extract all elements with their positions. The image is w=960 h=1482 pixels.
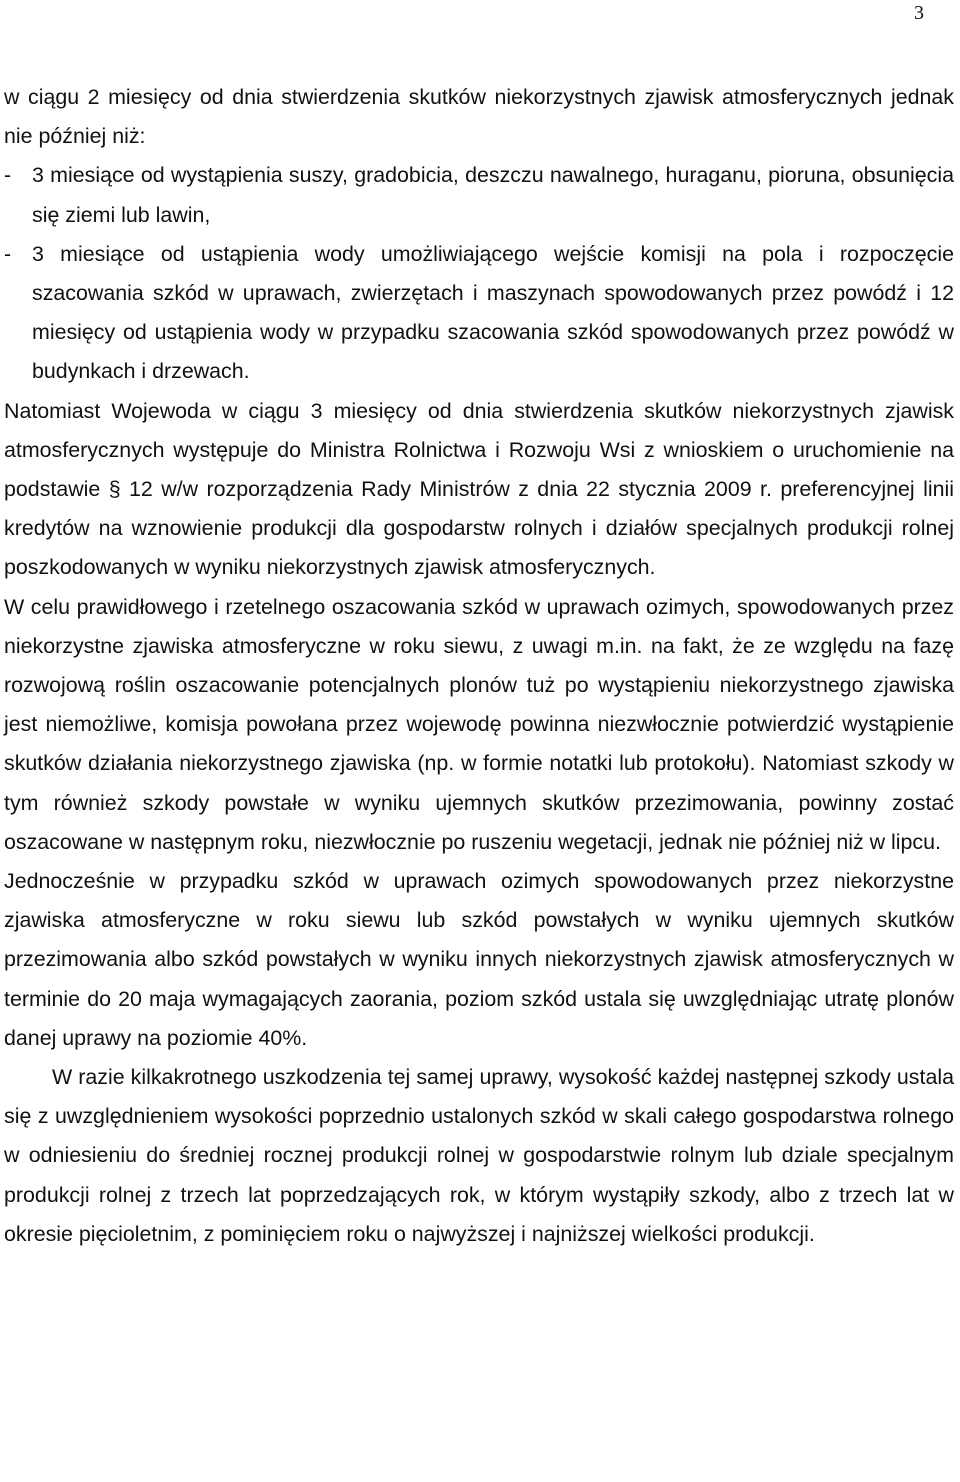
page-number: 3	[914, 2, 924, 24]
list-item-text: 3 miesiące od ustąpienia wody umożliwiającego wejście komisji na pola i rozpoczęcie szacowania szkód w uprawach, zwierzętach i maszynach spowodowanych przez powódź i 12 miesięcy od ustąpienia wody w przypadku szacowania szkód spowodowanych przez powódź w budynkach i drzewach.	[32, 241, 954, 384]
list-dash: -	[4, 163, 12, 188]
paragraph-winter-crops: W celu prawidłowego i rzetelnego oszacowania szkód w uprawach ozimych, spowodowanych przez niekorzystne zjawiska atmosferyczne w roku siewu, z uwagi m.in. na fakt, że ze względu na fazę rozwojową roślin oszacowanie potencjalnych plonów tuż po wystąpieniu niekorzystnego zjawiska jest niemożliwe, komisja powołana przez wojewodę powinna niezwłocznie potwierdzić wystąpienie skutków działania niekorzystnego zjawiska (np. w formie notatki lub protokołu). Natomiast szkody w tym również szkody powstałe w wyniku ujemnych skutków przezimowania, powinny zostać oszacowane w następnym roku, niezwłocznie po ruszeniu wegetacji, jednak nie później niż w lipcu.	[4, 594, 954, 854]
paragraph-repeated-damage: W razie kilkakrotnego uszkodzenia tej samej uprawy, wysokość każdej następnej szkody ustala się z uwzględnieniem wysokości poprzednio ustalonych szkód w skali całego gospodarstwa rolnego w odniesieniu do średniej rocznej produkcji rolnej w gospodarstwie rolnym lub dziale specjalnym produkcji rolnej z trzech lat poprzedzających rok, w którym wystąpiły szkody, albo z trzech lat w okresie pięcioletnim, z pominięciem roku o najwyższej i najniższej wielkości produkcji.	[4, 1065, 954, 1246]
list-item	[4, 156, 954, 234]
paragraph-voivode-credit: Natomiast Wojewoda w ciągu 3 miesięcy od dnia stwierdzenia skutków niekorzystnych zjawisk atmosferycznych występuje do Ministra Rolnictwa i Rozwoju Wsi z wnioskiem o uruchomienie na podstawie § 12 w/w rozporządzenia Rady Ministrów z dnia 22 stycznia 2009 r. preferencyjnej linii kredytów na wznowienie produkcji dla gospodarstw rolnych i działów specjalnych produkcji rolnej poszkodowanych w wyniku niekorzystnych zjawisk atmosferycznych.	[4, 398, 954, 580]
list-item	[4, 235, 954, 392]
paragraph-ploughing-loss: Jednocześnie w przypadku szkód w uprawach ozimych spowodowanych przez niekorzystne zjawiska atmosferyczne w roku siewu lub szkód powstałych w wyniku ujemnych skutków przezimowania albo szkód powstałych w wyniku innych niekorzystnych zjawisk atmosferycznych w terminie do 20 maja wymagających zaorania, poziom szkód ustala się uwzględniając utratę plonów danej uprawy na poziomie 40%.	[4, 869, 954, 1050]
list-dash: -	[4, 241, 12, 266]
list-item-text: 3 miesiące od wystąpienia suszy, gradobicia, deszczu nawalnego, huraganu, pioruna, obsunięcia się ziemi lub lawin,	[32, 163, 954, 227]
intro-paragraph: w ciągu 2 miesięcy od dnia stwierdzenia skutków niekorzystnych zjawisk atmosferycznych jednak nie później niż:	[4, 85, 954, 149]
document-body	[4, 78, 954, 1254]
